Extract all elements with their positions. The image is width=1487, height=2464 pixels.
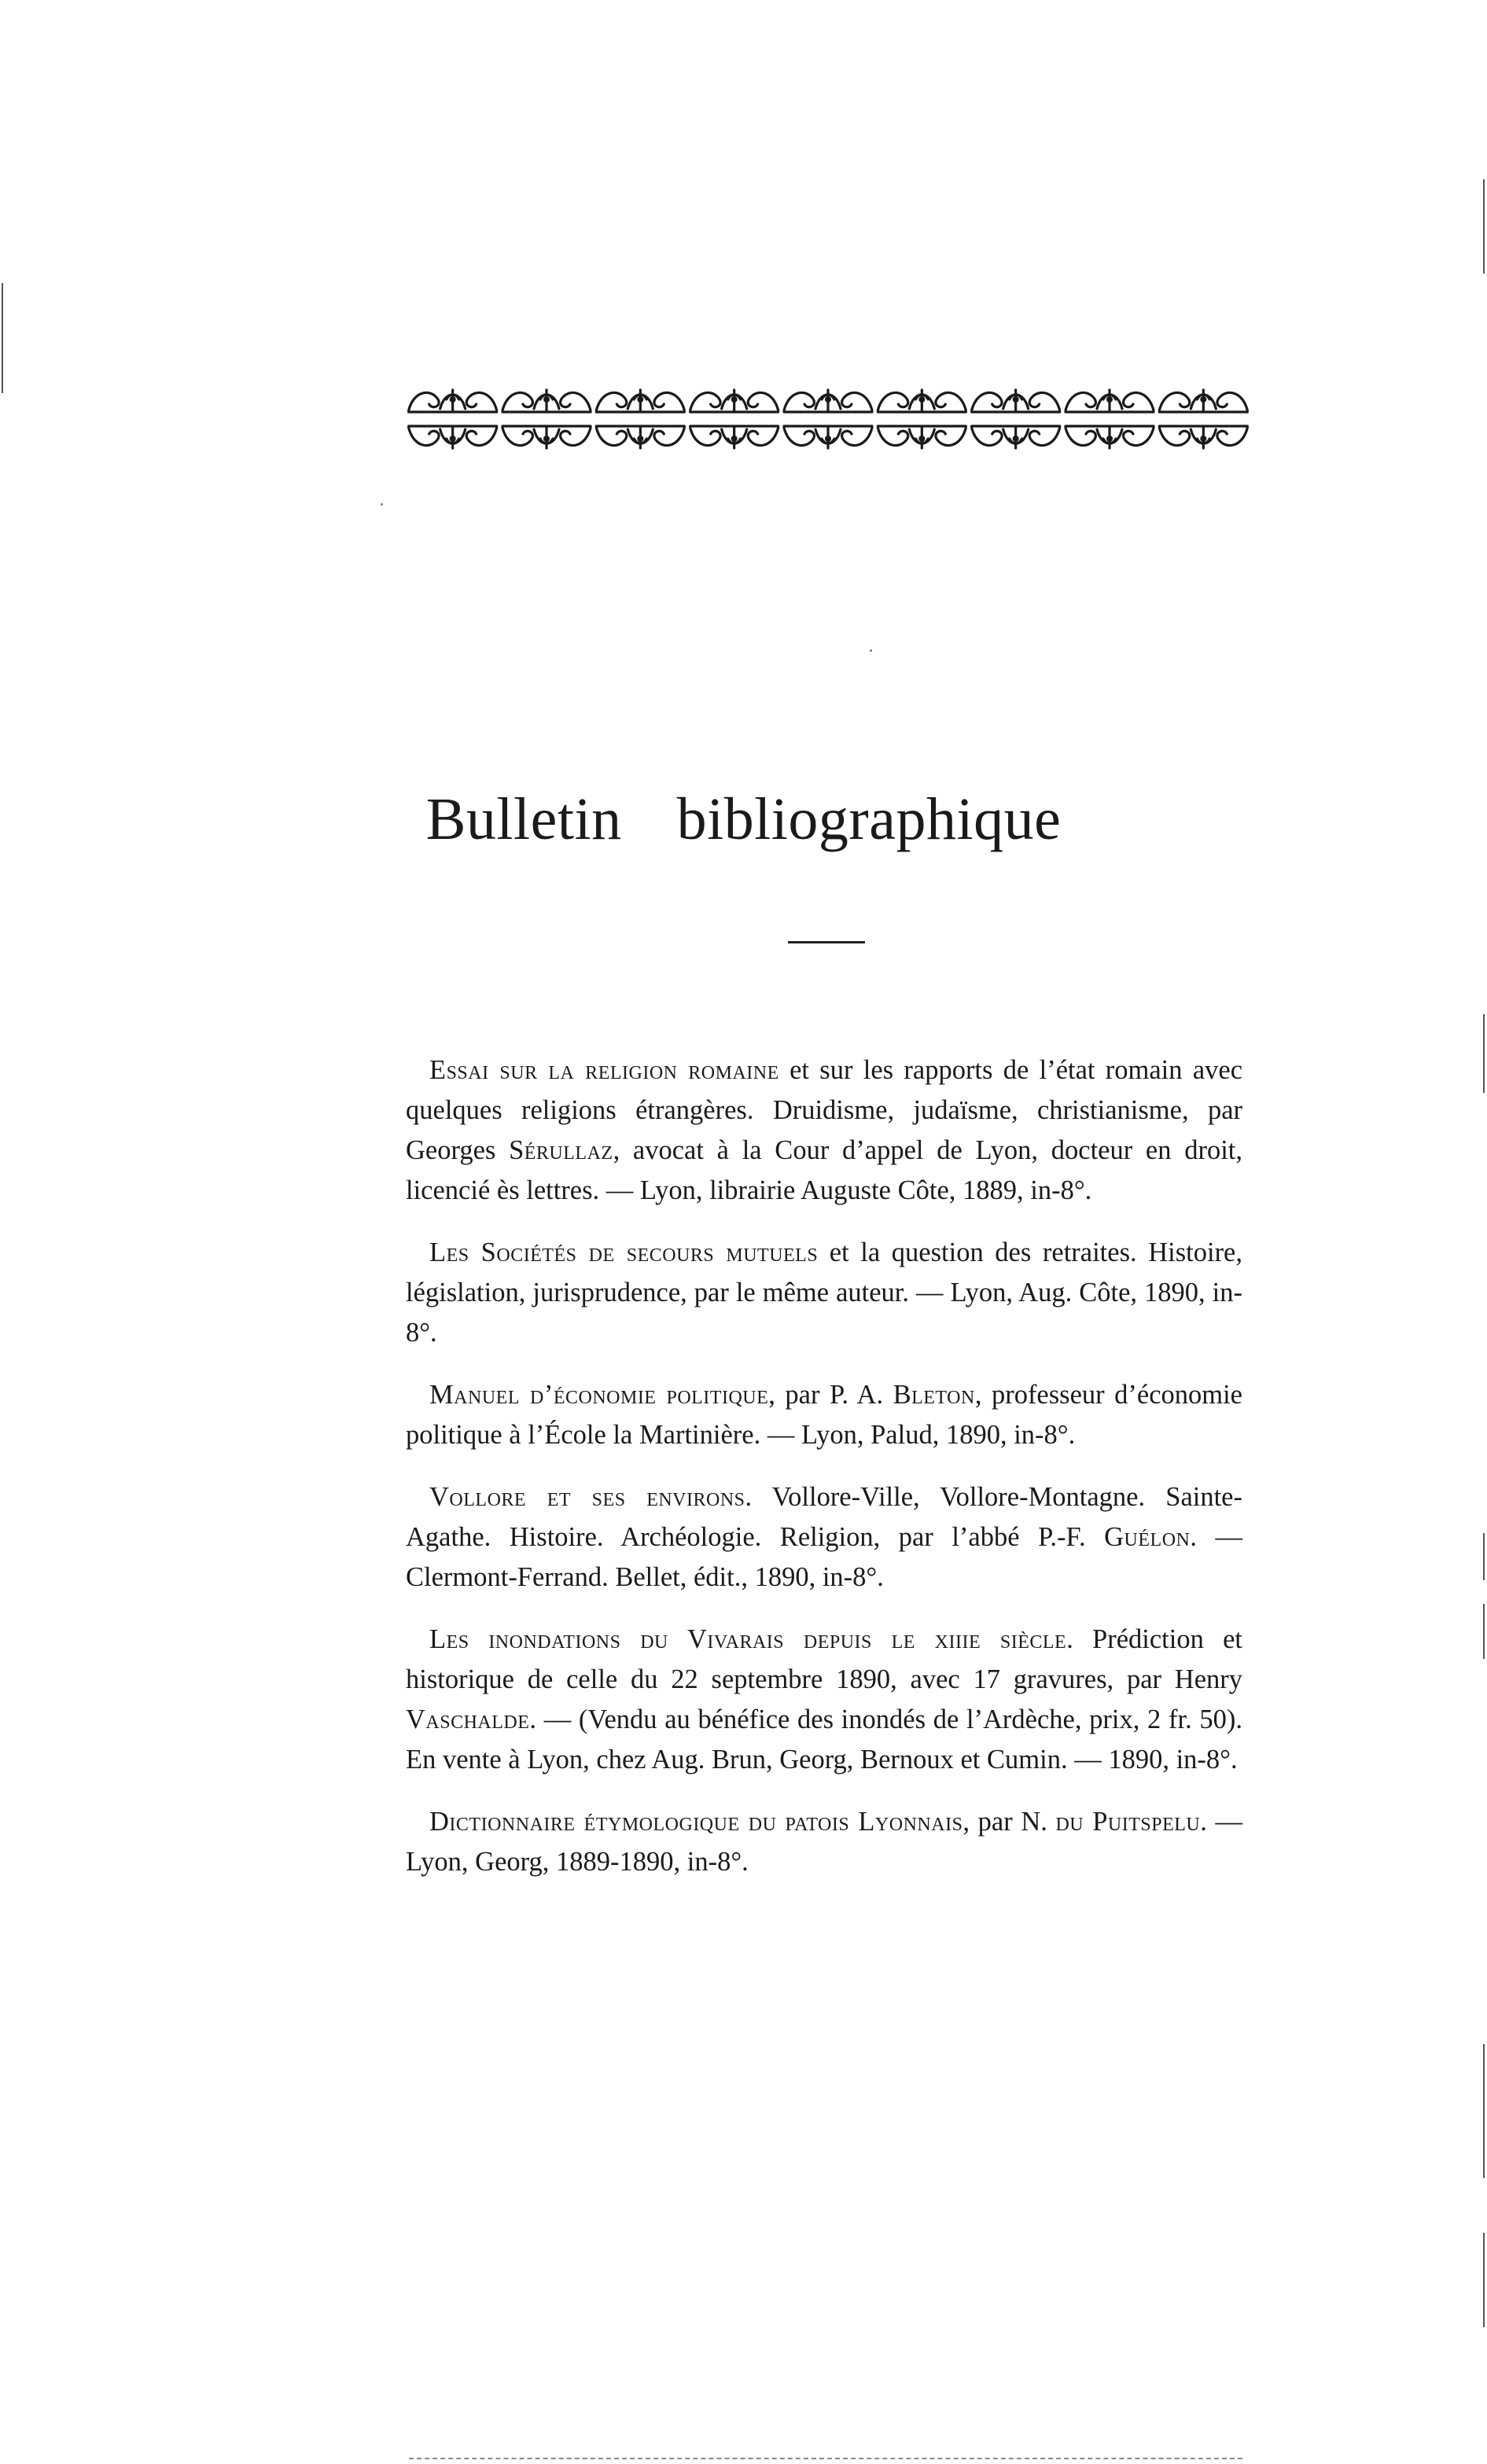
margin-mark xyxy=(2,283,3,393)
fleuron-icon xyxy=(1159,426,1247,448)
bibliography-entry xyxy=(406,1802,1242,1882)
entry-text-2: . — (Vendu au bénéfice des inondés de l’Ardèche, prix, 2 fr. 50). En vente à Lyon, chez Aug. Brun, Georg, Bernoux et Cumin. — 1890, in-8°. xyxy=(406,1705,1242,1774)
margin-mark xyxy=(1483,1014,1485,1093)
margin-mark xyxy=(1483,1604,1485,1659)
entry-author: Bleton xyxy=(893,1380,975,1410)
fleuron-icon xyxy=(502,390,591,412)
page-title-part1: Bulletin xyxy=(425,786,622,852)
fleuron-icon xyxy=(1066,390,1154,412)
bibliography-entry xyxy=(406,1477,1242,1598)
bibliography-entry xyxy=(406,1050,1242,1211)
fleuron-border-icon xyxy=(406,384,1250,454)
entry-author: Guélon xyxy=(1104,1522,1191,1552)
bibliography-list xyxy=(406,1050,1242,1904)
page-title-part2: bibliographique xyxy=(676,786,1062,852)
entry-text: , par N. xyxy=(963,1807,1056,1837)
fleuron-icon xyxy=(784,390,872,412)
fleuron-icon xyxy=(596,390,684,412)
entry-text-2: , professeur d’économie politique à l’École la Martinière. — Lyon, Palud, 1890, in-8°. xyxy=(406,1380,1242,1450)
entry-title: Manuel d’économie politique xyxy=(429,1380,769,1410)
entry-title: Les Sociétés de secours mutuels xyxy=(429,1238,819,1267)
fleuron-icon xyxy=(1159,390,1247,412)
entry-author: Sérullaz xyxy=(509,1135,613,1165)
entry-author: du Puitspelu xyxy=(1055,1807,1201,1837)
fleuron-icon xyxy=(972,426,1060,448)
fleuron-icon xyxy=(596,426,684,448)
fleuron-icon xyxy=(409,390,497,412)
entry-author: Vaschalde xyxy=(406,1705,530,1734)
fleuron-icon xyxy=(972,390,1060,412)
entry-text-2: , avocat à la Cour d’appel de Lyon, docteur en droit, licencié ès lettres. — Lyon, librairie Auguste Côte, 1889, in-8°. xyxy=(406,1135,1242,1205)
margin-mark xyxy=(1483,2233,1485,2327)
entry-title: Dictionnaire étymologique du patois Lyonnais xyxy=(429,1807,963,1837)
bottom-rule xyxy=(409,2458,1242,2459)
entry-text: , par P. A. xyxy=(768,1380,893,1410)
fleuron-icon xyxy=(878,390,966,412)
fleuron-icon xyxy=(690,390,778,412)
bibliography-entry xyxy=(406,1620,1242,1780)
bibliography-entry xyxy=(406,1233,1242,1353)
entry-text: et sur les rapports de l’état romain avec quelques religions étrangères. Druidisme, judaïsme, christianisme, par Georges xyxy=(406,1055,1243,1165)
fleuron-icon xyxy=(502,426,591,448)
entry-text: . Vollore-Ville, Vollore-Montagne. Sainte-Agathe. Histoire. Archéologie. Religion, par l’abbé P.-F. xyxy=(406,1482,1242,1552)
entry-text: et la question des retraites. Histoire, législation, jurisprudence, par le même auteur. — Lyon, Aug. Côte, 1890, in-8°. xyxy=(406,1238,1242,1348)
bibliography-entry xyxy=(406,1375,1242,1455)
fleuron-icon xyxy=(878,426,966,448)
entry-text-2: . — Lyon, Georg, 1889-1890, in-8°. xyxy=(406,1807,1242,1877)
fleuron-icon xyxy=(409,426,497,448)
margin-mark xyxy=(1483,179,1485,274)
fleuron-icon xyxy=(784,426,872,448)
speck xyxy=(870,649,872,652)
margin-mark xyxy=(1483,2044,1485,2178)
fleuron-icon xyxy=(690,426,778,448)
entry-title: Essai sur la religion romaine xyxy=(429,1055,779,1085)
title-rule xyxy=(788,941,865,943)
margin-mark xyxy=(1483,1533,1485,1580)
fleuron-border xyxy=(406,384,1250,454)
fleuron-row-top xyxy=(409,390,1248,412)
entry-text: . Prédiction et historique de celle du 22 septembre 1890, avec 17 gravures, par Henry xyxy=(406,1624,1242,1694)
entry-title: Les inondations du Vivarais depuis le xiiie siècle xyxy=(429,1624,1067,1654)
fleuron-row-bottom xyxy=(409,426,1248,448)
speck xyxy=(381,503,383,506)
entry-title: Vollore et ses environs xyxy=(429,1482,745,1512)
page-title xyxy=(0,786,1487,852)
fleuron-icon xyxy=(1066,426,1154,448)
entry-text-2: . — Clermont-Ferrand. Bellet, édit., 1890, in-8°. xyxy=(406,1522,1243,1592)
